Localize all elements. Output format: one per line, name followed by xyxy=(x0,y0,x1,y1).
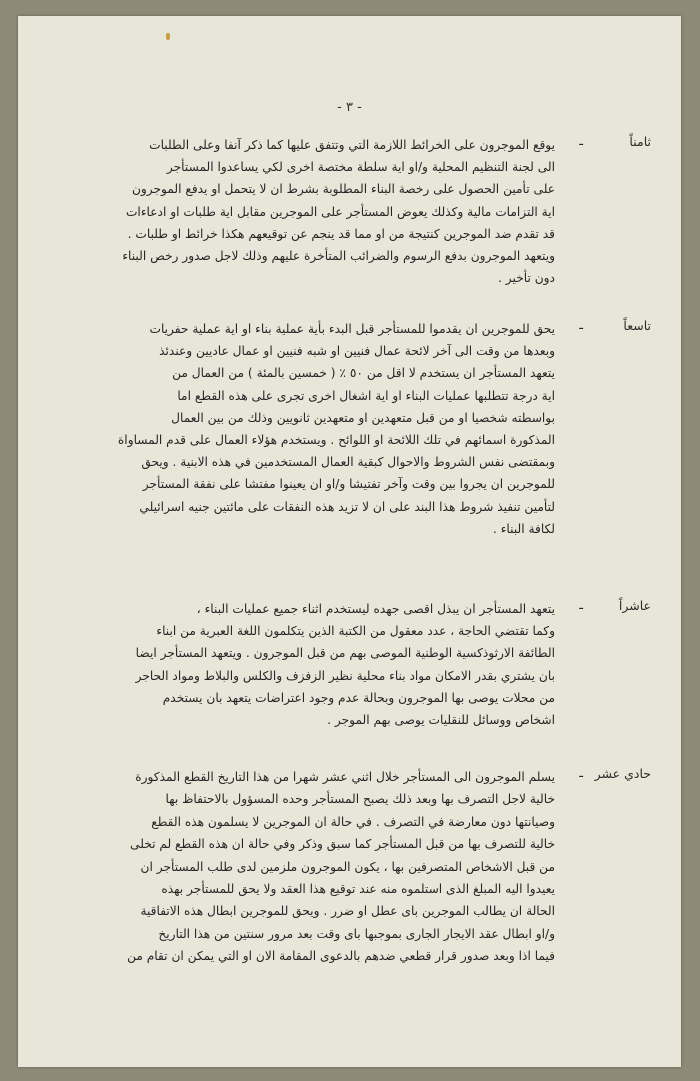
text-line: يتعهد المستأجر ان يستخدم لا اقل من ٥٠ ٪ ( خمسين بالمئة ) من العمال من xyxy=(172,366,555,381)
text-line: لكافة البناء . xyxy=(492,521,555,536)
clause-label: تاسعاً xyxy=(623,318,651,333)
clause-dash: ـ xyxy=(579,318,583,333)
text-line: لتأمين تنفيذ شروط هذا البند على ان لا تزيد هذه النفقات على مائتين جنيه اسرائيلي xyxy=(139,499,555,514)
clause-label: عاشراً xyxy=(618,598,651,613)
text-line: اية التزامات مالية وكذلك يعوض المستأجر على الموجرين مقابل اية طلبات او ادعاءات xyxy=(125,204,555,219)
clause-body xyxy=(41,598,555,731)
page-number: - ٣ - xyxy=(337,100,362,115)
text-line: وصيانتها دون معارضة في التصرف . في حالة ان الموجرين لا يسلمون هذه القطع xyxy=(151,814,555,829)
text-line: بواسطته شخصيا او من قبل متعهدين او متعهدين ثانويين وذلك من بين العمال xyxy=(171,410,555,425)
text-line: خالية للتصرف بها من قبل المستأجر كما سبق وذكر وفي حالة ان هذه القطع لم تخلى xyxy=(130,837,555,852)
clause-body xyxy=(41,318,555,540)
text-line: على تأمين الحصول على رخصة البناء المطلوبة بشرط ان لا يتحمل او يدفع الموجرون xyxy=(131,182,555,197)
text-line: فيما اذا وبعد صدور قرار قطعي ضدهم بالدعوى المقامة الان او التي يمكن ان تقام من xyxy=(127,949,555,964)
text-line: من محلات يوصى بها الموجرون وبحالة عدم وجود اعتراضات يتعهد بان يستخدم xyxy=(162,690,555,705)
text-line: الحالة ان يطالب الموجرين باى عطل او ضرر . ويحق للموجرين ابطال هذه الاتفاقية xyxy=(140,904,555,919)
text-line: اية درجة تتطلبها عمليات البناء او اية اشغال اخرى تجرى على هذه القطع اما xyxy=(177,388,555,403)
text-line: الطائفة الارثوذكسية الوطنية الموصى بهم من قبل الموجرون . ويتعهد المستأجر ايضا xyxy=(135,646,555,661)
text-line: يوقع الموجرون على الخرائط اللازمة التي وتتفق عليها كما ذكر آنفا وعلى الطلبات xyxy=(149,138,555,152)
ink-spot xyxy=(166,33,170,40)
text-line: للموجرين ان يجروا بين وقت وآخر تفتيشا و/او ان يعينوا مفتشا على نفقة المستأجر xyxy=(142,477,555,492)
clause-dash: ـ xyxy=(579,134,583,149)
text-line: وكما تقتضي الحاجة ، عدد معقول من الكتبة الذين يتكلمون اللغة العبرية من ابناء xyxy=(156,624,555,639)
text-line: يتعهد المستأجر ان يبذل اقصى جهده ليستخدم اثناء جميع عمليات البناء ، xyxy=(196,602,555,616)
text-line: و/او ابطال عقد الايجار الجارى بموجبها باى وقت بعد مرور سنتين من هذا التاريخ xyxy=(158,926,555,941)
text-line: ويتعهد الموجرون بدفع الرسوم والضرائب المتأخرة عليهم وذلك لاجل صدور رخص البناء xyxy=(122,249,555,264)
text-line: الى لجنة التنظيم المحلية و/او اية سلطة مختصة اخرى لكي يساعدوا المستأجر xyxy=(166,160,555,175)
text-line: خالية لاجل التصرف بها وبعد ذلك يصبح المستأجر وحده المسؤول بالاحتفاظ بها xyxy=(165,792,555,807)
clause-dash: ـ xyxy=(579,766,583,781)
text-line: يسلم الموجرون الى المستأجر خلال اثني عشر شهرا من هذا التاريخ القطع المذكورة xyxy=(135,770,555,784)
text-line: يعيدوا اليه المبلغ الذى استلموه منه عند توقيع هذا العقد ولا يحق للمستأجر بهذه xyxy=(161,882,555,897)
document-page xyxy=(18,16,681,1067)
clause-body xyxy=(41,766,555,968)
clause-label: حادي عشر xyxy=(594,766,651,781)
text-line: دون تأخير . xyxy=(498,271,555,286)
text-line: المذكورة اسمائهم في تلك اللائحة او اللوائح . ويستخدم هؤلاء العمال على قدم المساواة xyxy=(117,433,555,448)
text-line: يحق للموجرين ان يقدموا للمستأجر قبل البدء بأية عملية بناء او اية عملية حفريات xyxy=(149,322,555,336)
text-line: وبعدها من وقت الى آخر لائحة عمال فنيين او شبه فنيين او عمال عاديين وعندئذ xyxy=(159,344,555,359)
clause-label: ثامناً xyxy=(629,134,651,149)
text-line: بان يشتري بقدر الامكان مواد بناء محلية نظير الزفزف والكلس والبلاط ومواد الحاجر xyxy=(135,668,555,683)
clause-body xyxy=(41,134,555,289)
text-line: وبمقتضى نفس الشروط والاحوال كبقية العمال المستخدمين في هذه الابنية . ويحق xyxy=(141,455,555,470)
clause-dash: ـ xyxy=(579,598,583,613)
text-line: قد تقدم ضد الموجرين كنتيجة من او مما قد ينجم عن توقيعهم هكذا خرائط او طلبات . xyxy=(127,226,555,241)
text-line: اشخاص ووسائل للنقليات يوصى بهم الموجر . xyxy=(327,713,555,728)
text-line: من قبل الاشخاص المتصرفين بها ، يكون الموجرون ملزمين لدى طلب المستأجر ان xyxy=(140,859,555,874)
